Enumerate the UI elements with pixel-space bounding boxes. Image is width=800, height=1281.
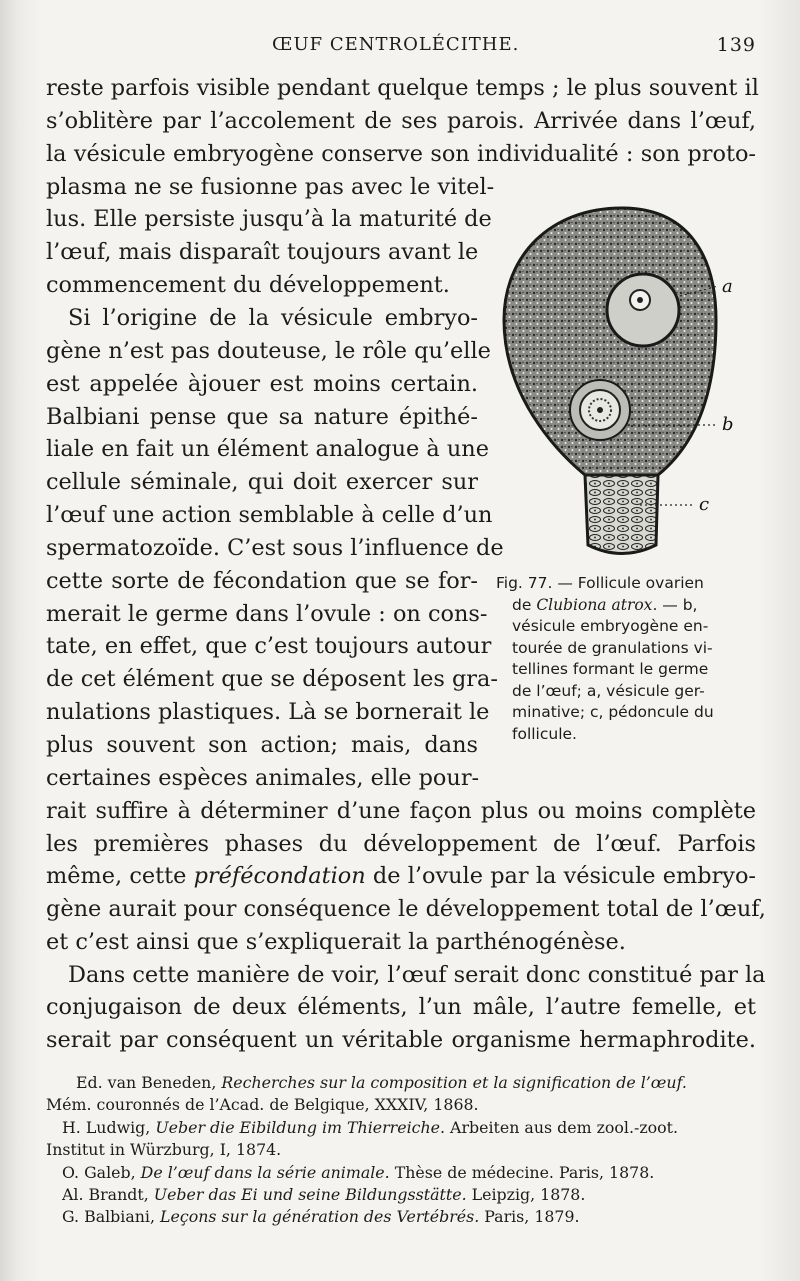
fn-title: Ueber die Eibildung im Thierreiche. bbox=[155, 1117, 446, 1137]
text-line-with-italic bbox=[46, 860, 756, 892]
text-line: l’œuf une action semblable à celle d’un bbox=[46, 502, 493, 528]
text-line: les premières phases du développement de l’œuf. Parfois bbox=[46, 831, 756, 857]
footnote-line bbox=[46, 1117, 762, 1139]
text-line: rait suffire à déterminer d’une façon plus ou moins complète bbox=[46, 798, 756, 824]
text-line: certaines espèces animales, elle pour- bbox=[46, 765, 480, 791]
text-line: tate, en effet, que c’est toujours autour bbox=[46, 633, 492, 659]
text-line: l’œuf, mais disparaît toujours avant le bbox=[46, 239, 479, 265]
text-line: Dans cette manière de voir, l’œuf serait donc constitué par la bbox=[68, 962, 766, 988]
page-number: 139 bbox=[716, 34, 756, 56]
follicle-drawing bbox=[490, 200, 760, 570]
caption-line: vésicule embryogène en- bbox=[512, 617, 709, 635]
fn-title: Leçons sur la génération des Vertébrés. bbox=[160, 1207, 480, 1227]
text-line: gène n’est pas douteuse, le rôle qu’elle bbox=[46, 338, 491, 364]
text-line: plasma ne se fusionne pas avec le vitel- bbox=[46, 174, 495, 200]
caption-span: de bbox=[512, 595, 537, 614]
fn-text: H. Ludwig, bbox=[62, 1117, 156, 1137]
text-line: conjugaison de deux éléments, l’un mâle, l’autre femelle, et bbox=[46, 994, 756, 1020]
text-line: Si l’origine de la vésicule embryo- bbox=[68, 305, 478, 331]
footnotes bbox=[46, 1072, 762, 1229]
footnote-line: Institut in Würzburg, I, 1874. bbox=[46, 1140, 282, 1160]
caption-line: follicule. bbox=[512, 724, 577, 743]
text-line: de cet élément que se déposent les gra- bbox=[46, 666, 498, 692]
caption-line: Fig. 77. — Follicule ovarien bbox=[496, 574, 704, 592]
fn-text: Ed. van Beneden, bbox=[76, 1073, 222, 1092]
text-span: même, cette bbox=[46, 863, 194, 889]
text-line: merait le germe dans l’ovule : on cons- bbox=[46, 601, 488, 627]
footnote-line bbox=[46, 1162, 762, 1184]
text-line: gène aurait pour conséquence le développement total de l’œuf, bbox=[46, 896, 766, 922]
label-c: c bbox=[699, 494, 710, 515]
text-line: lus. Elle persiste jusqu’à la maturité de bbox=[46, 206, 492, 232]
footnote-line bbox=[46, 1184, 762, 1206]
text-line: serait par conséquent un véritable organisme hermaphrodite. bbox=[46, 1027, 756, 1053]
text-line: est appelée àjouer est moins certain. bbox=[46, 371, 478, 397]
text-line: cellule séminale, qui doit exercer sur bbox=[46, 469, 478, 495]
caption-line: tellines formant le germe bbox=[512, 660, 709, 678]
caption-line: de l’œuf; a, vésicule ger- bbox=[512, 681, 705, 700]
fn-text: O. Galeb, bbox=[62, 1162, 141, 1182]
caption-span: . — b, bbox=[652, 595, 698, 614]
footnote-line bbox=[46, 1072, 762, 1094]
text-span: de l’ovule par la vésicule embryo- bbox=[365, 863, 756, 889]
fn-text: G. Balbiani, bbox=[62, 1207, 161, 1227]
label-a: a bbox=[722, 276, 733, 297]
fn-title: De l’œuf dans la série animale. bbox=[140, 1162, 390, 1182]
footnote-line: Mém. couronnés de l’Acad. de Belgique, XXXIV, 1868. bbox=[46, 1095, 479, 1115]
label-b: b bbox=[722, 414, 734, 435]
caption-line bbox=[496, 595, 758, 617]
fn-text: Arbeiten aus dem zool.-zoot. bbox=[445, 1117, 679, 1137]
text-line: reste parfois visible pendant quelque temps ; le plus souvent il bbox=[46, 75, 759, 101]
fn-text: Paris, 1879. bbox=[479, 1207, 580, 1227]
text-line: s’oblitère par l’accolement de ses parois. Arrivée dans l’œuf, bbox=[46, 108, 756, 134]
fn-text: Al. Brandt, bbox=[62, 1185, 154, 1205]
fn-title: Ueber das Ei und seine Bildungsstätte. bbox=[153, 1185, 467, 1205]
species-name: Clubiona atrox bbox=[536, 595, 653, 614]
text-line: nulations plastiques. Là se bornerait le bbox=[46, 699, 490, 725]
figure-caption bbox=[496, 573, 758, 745]
footnote-line bbox=[46, 1206, 762, 1228]
text-line: et c’est ainsi que s’expliquerait la parthénogénèse. bbox=[46, 929, 626, 955]
fn-title: Recherches sur la composition et la signification de l’œuf. bbox=[221, 1073, 687, 1092]
italic-term: préfécondation bbox=[193, 863, 366, 889]
text-line: spermatozoïde. C’est sous l’influence de bbox=[46, 535, 504, 561]
caption-line: tourée de granulations vi- bbox=[512, 638, 713, 657]
running-header bbox=[46, 34, 756, 64]
fn-text: Leipzig, 1878. bbox=[466, 1185, 586, 1205]
fn-text: Thèse de médecine. Paris, 1878. bbox=[389, 1162, 655, 1182]
text-line: Balbiani pense que sa nature épithé- bbox=[46, 404, 478, 430]
text-line: cette sorte de fécondation que se for- bbox=[46, 568, 478, 594]
running-title: ŒUF CENTROLÉCITHE. bbox=[272, 34, 520, 55]
text-line: liale en fait un élément analogue à une bbox=[46, 436, 489, 462]
follicle-illustration bbox=[490, 200, 760, 570]
text-line: plus souvent son action; mais, dans bbox=[46, 732, 478, 758]
text-line: commencement du développement. bbox=[46, 272, 450, 298]
caption-line: minative; c, pédoncule du bbox=[512, 703, 714, 721]
text-line: la vésicule embryogène conserve son individualité : son proto- bbox=[46, 141, 756, 167]
